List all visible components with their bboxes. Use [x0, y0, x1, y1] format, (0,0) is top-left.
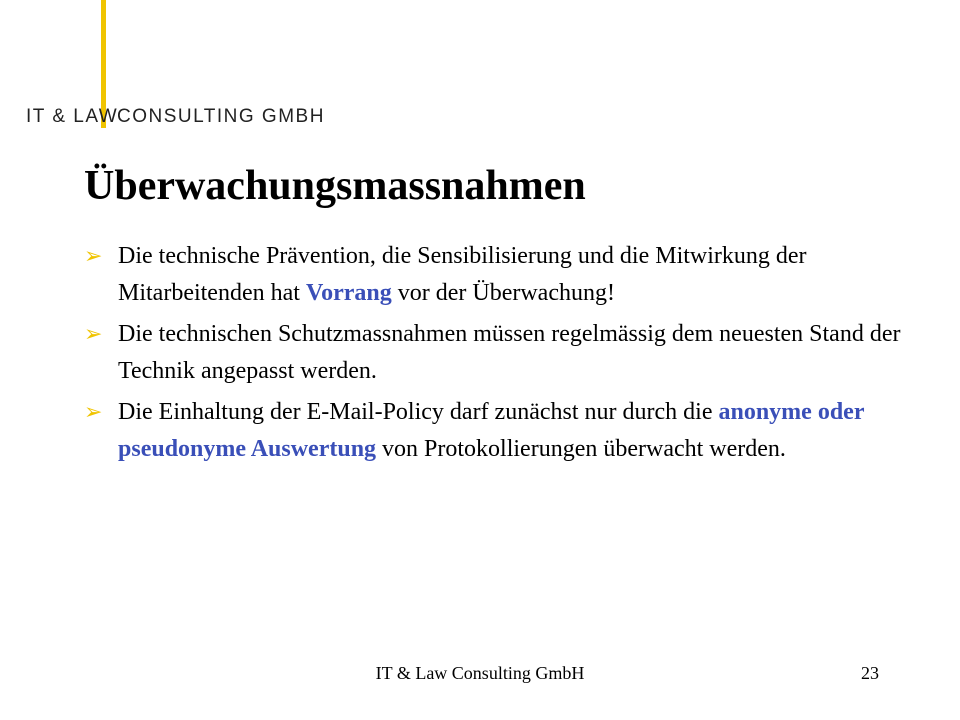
bullet-item [84, 316, 904, 390]
bullet-text: vor der Überwachung! [391, 280, 615, 306]
footer-company: IT & Law Consulting GmbH [375, 663, 585, 683]
slide-title: Überwachungsmassnahmen [84, 163, 586, 209]
arrow-bullet-icon: ➢ [84, 322, 103, 347]
arrow-bullet-icon: ➢ [84, 244, 103, 269]
logo-text-right: CONSULTING GMBH [117, 106, 325, 127]
bullet-highlight: Vorrang [305, 280, 392, 306]
bullet-list [84, 238, 904, 468]
bullet-highlight: anonyme oder pseudonyme Auswertung [118, 399, 865, 462]
bullet-text: von Protokollierungen überwacht werden. [376, 436, 786, 462]
page-number: 23 [861, 663, 879, 683]
bullet-text: Die technische Prävention, die Sensibilisierung und die Mitwirkung der Mitarbeitenden hat [118, 243, 807, 306]
arrow-bullet-icon: ➢ [84, 400, 103, 425]
bullet-item [84, 238, 904, 312]
bullet-text: Die technischen Schutzmassnahmen müssen regelmässig dem neuesten Stand der Technik angepasst werden. [118, 321, 901, 384]
bullet-item [84, 394, 904, 468]
logo-text-left: IT & LAW [26, 106, 119, 127]
bullet-text: Die Einhaltung der E-Mail-Policy darf zunächst nur durch die [118, 399, 719, 425]
